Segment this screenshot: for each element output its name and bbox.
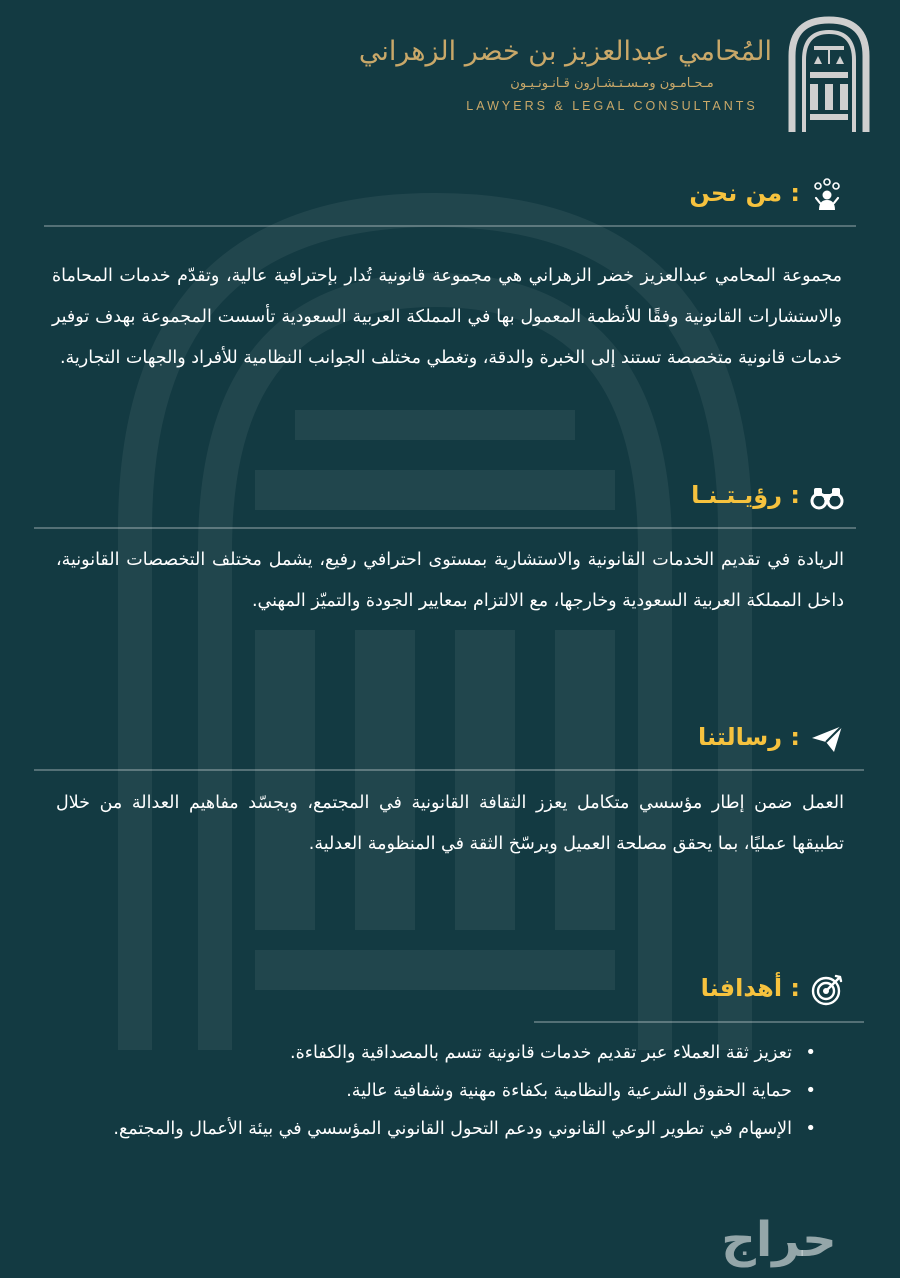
firm-english-tagline: LAWYERS & LEGAL CONSULTANTS [466, 99, 758, 113]
section-heading-mission [44, 712, 844, 762]
divider [44, 225, 856, 227]
bullet: • [805, 1042, 816, 1063]
divider [34, 769, 864, 771]
section-heading-goals [44, 963, 844, 1013]
watermark-text: حراج [721, 1212, 837, 1268]
firm-tagline: مـحـامـون ومـسـتـشـارون قـانـونـيـون [510, 76, 714, 91]
firm-identity [358, 34, 772, 113]
list-item [52, 1072, 818, 1110]
bullet: • [805, 1118, 816, 1139]
goal-text: تعزيز ثقة العملاء عبر تقديم خدمات قانونية تتسم بالمصداقية والكفاءة. [290, 1043, 792, 1063]
goals-list [52, 1034, 818, 1148]
page-header [28, 14, 872, 136]
haraj-watermark-logo [664, 1210, 894, 1270]
divider [534, 1021, 864, 1023]
vision-paragraph: الريادة في تقديم الخدمات القانونية والاستشارية بمستوى احترافي رفيع، يشمل مختلف التخصصات القانونية، داخل المملكة العربية السعودية وخارجها، مع الالتزام بمعايير الجودة والتميّز المهني. [56, 550, 844, 611]
about-paragraph: مجموعة المحامي عبدالعزيز خضر الزهراني هي مجموعة قانونية تُدار بإحترافية عالية، وتقدّم خدمات المحاماة والاستشارات القانونية وفقًا للأنظمة المعمول بها في المملكة العربية السعودية تأسست المجموعة بهدف توفير خدمات قانونية متخصصة تستند إلى الخبرة والدقة، وتغطي مختلف الجوانب النظامية للأفراد والجهات التجارية. [52, 266, 842, 368]
bullet: • [805, 1080, 816, 1101]
section-title-about: : من نحن [689, 179, 800, 207]
person-ideas-icon [810, 178, 844, 212]
mission-paragraph: العمل ضمن إطار مؤسسي متكامل يعزز الثقافة القانونية في المجتمع، ويجسّد مفاهيم العدالة من خلال تطبيقها عمليًا، بما يحقق مصلحة العميل ويرسّخ الثقة في المنظومة العدلية. [56, 793, 844, 854]
goal-text: حماية الحقوق الشرعية والنظامية بكفاءة مهنية وشفافية عالية. [346, 1081, 792, 1101]
target-icon [810, 973, 844, 1007]
binoculars-icon [810, 480, 844, 514]
list-item [52, 1110, 818, 1148]
section-title-mission: : رسالتنا [698, 723, 800, 751]
paper-plane-icon [810, 722, 844, 756]
section-title-goals: : أهدافنا [700, 974, 800, 1002]
section-heading-vision [44, 470, 844, 520]
goal-text: الإسهام في تطوير الوعي القانوني ودعم التحول القانوني المؤسسي في بيئة الأعمال والمجتمع. [113, 1119, 792, 1139]
divider [34, 527, 856, 529]
section-heading-about [44, 168, 844, 218]
list-item [52, 1034, 818, 1072]
firm-logo-icon [786, 16, 872, 134]
firm-name: المُحامي عبدالعزيز بن خضر الزهراني [358, 36, 772, 67]
section-title-vision: : رؤيـتـنـا [691, 481, 800, 509]
